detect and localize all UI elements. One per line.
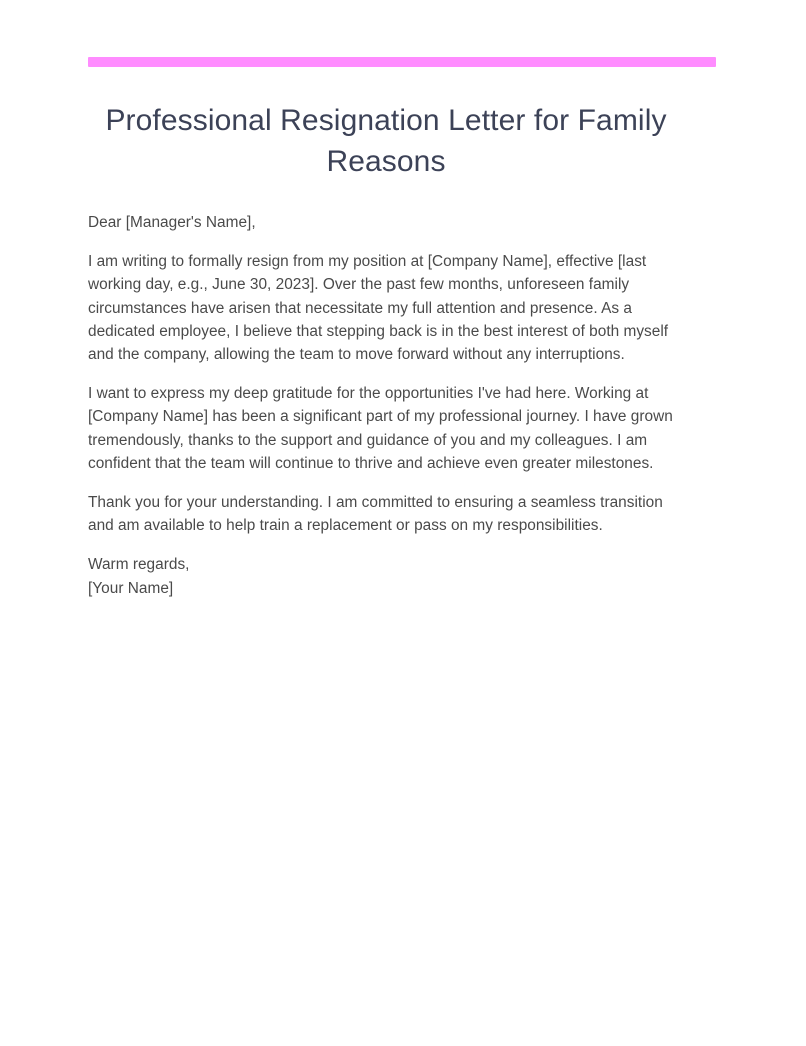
- letter-body: [88, 182, 684, 600]
- letter-paragraph-3: Thank you for your understanding. I am committed to ensuring a seamless transition and am available to help train a replacement or pass on my responsibilities.: [88, 494, 663, 535]
- letter-signature: [Your Name]: [88, 579, 174, 597]
- letter-paragraph-1: I am writing to formally resign from my position at [Company Name], effective [last working day, e.g., June 30, 2023]. Over the past few months, unforeseen family circumstances have arisen that necessitate my full attention and presence. As a dedicated employee, I believe that stepping back is in the best interest of both myself and the company, allowing the team to move forward without any interruptions.: [88, 253, 669, 364]
- letter-salutation: Dear [Manager's Name],: [88, 214, 256, 231]
- page-title: Professional Resignation Letter for Family Reasons: [105, 104, 667, 178]
- letter-signoff: [88, 553, 684, 599]
- letter-paragraph-2: I want to express my deep gratitude for the opportunities I've had here. Working at [Company Name] has been a significant part of my professional journey. I have grown tremendously, thanks to the support and guidance of you and my colleagues. I am confident that the team will continue to thrive and achieve even greater milestones.: [88, 385, 673, 472]
- document-content: [88, 0, 716, 600]
- top-accent-rule: [88, 57, 716, 67]
- letter-closing: Warm regards,: [88, 556, 190, 574]
